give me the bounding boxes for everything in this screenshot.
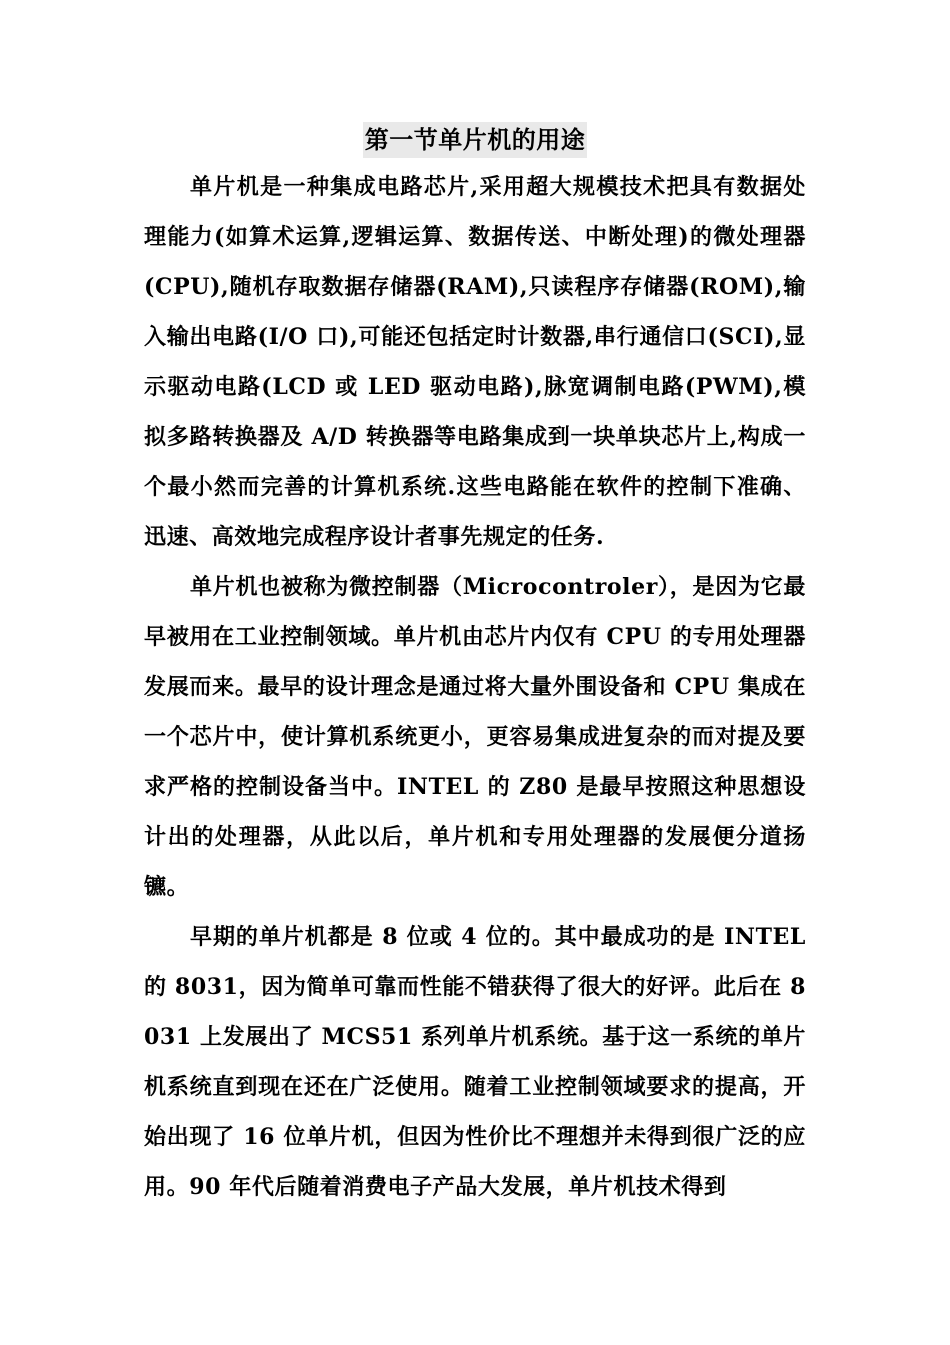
paragraph-microcontroller-history: 单片机也被称为微控制器（Microcontroler），是因为它最早被用在工业控制领域。单片机由芯片内仅有 CPU 的专用处理器发展而来。最早的设计理念是通过将大量外围设备和 CPU 集成在一个芯片中，使计算机系统更小，更容易集成进复杂的而对提及要求严格的控制设备当中。INTEL 的 Z80 是最早按照这种思想设计出的处理器，从此以后，单片机和专用处理器的发展便分道扬镳。 <box>144 574 806 900</box>
paragraph-early-mcu: 早期的单片机都是 8 位或 4 位的。其中最成功的是 INTEL 的 8031，因为简单可靠而性能不错获得了很大的好评。此后在 8031 上发展出了 MCS51 系列单片机系统。基于这一系统的单片机系统直到现在还在广泛使用。随着工业控制领域要求的提高，开始出现了 16 位单片机，但因为性价比不理想并未得到很广泛的应用。90 年代后随着消费电子产品大发展，单片机技术得到 <box>144 924 806 1200</box>
section-title: 第一节单片机的用途 <box>363 122 588 158</box>
body-text <box>144 162 806 1212</box>
title-row <box>0 122 950 158</box>
paragraph-mcu-definition: 单片机是一种集成电路芯片,采用超大规模技术把具有数据处理能力(如算术运算,逻辑运算、数据传送、中断处理)的微处理器(CPU),随机存取数据存储器(RAM),只读程序存储器(ROM),输入输出电路(I/O 口),可能还包括定时计数器,串行通信口(SCI),显示驱动电路(LCD 或 LED 驱动电路),脉宽调制电路(PWM),模拟多路转换器及 A/D 转换器等电路集成到一块单块芯片上,构成一个最小然而完善的计算机系统.这些电路能在软件的控制下准确、迅速、高效地完成程序设计者事先规定的任务. <box>144 174 806 550</box>
